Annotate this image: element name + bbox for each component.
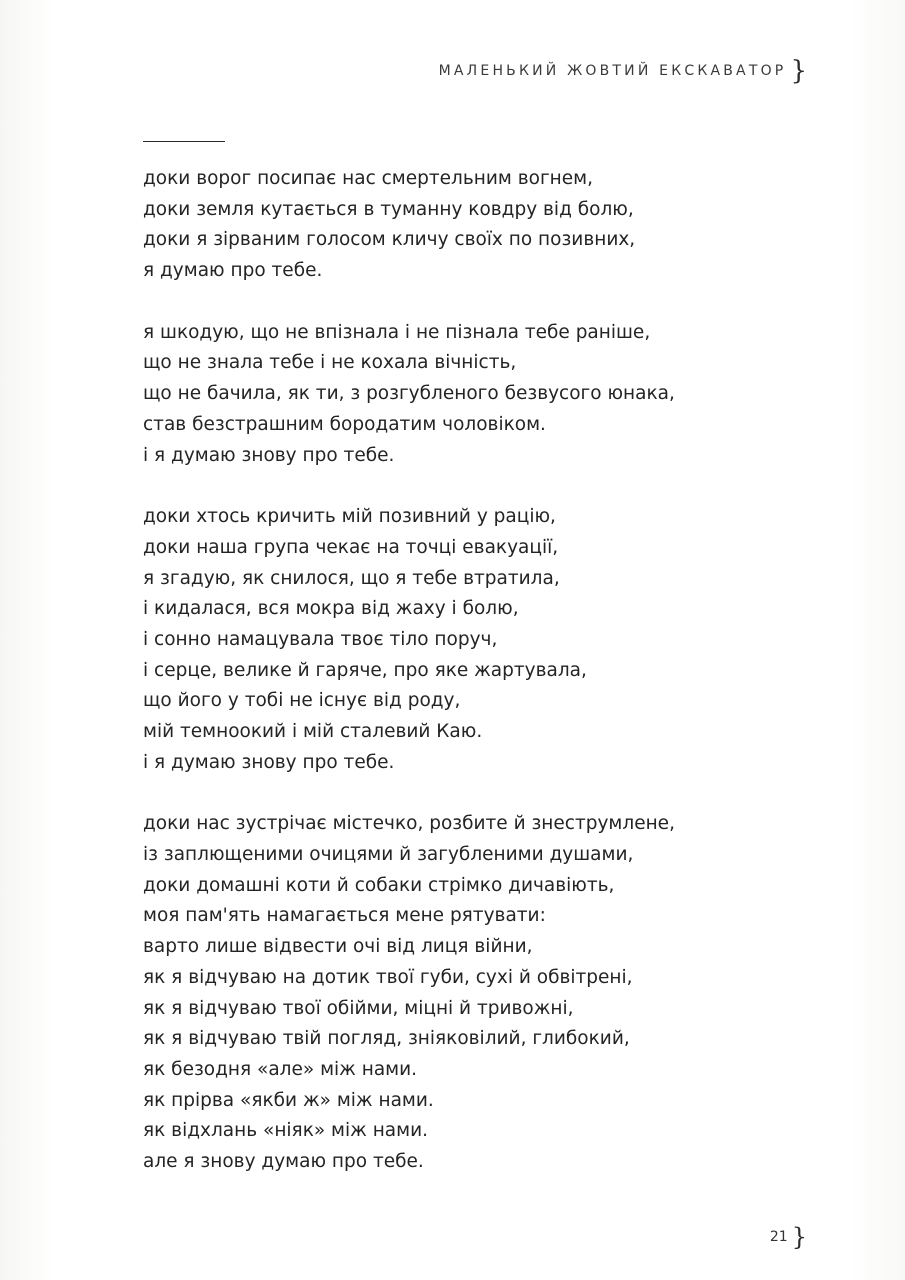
poem-line: доки земля кутається в туманну ковдру від болю, <box>143 198 634 220</box>
poem-line: що його у тобі не існує від роду, <box>143 690 461 712</box>
page-footer <box>770 1225 807 1249</box>
poem-line: доки домашні коти й собаки стрімко дичавіють, <box>143 874 615 896</box>
poem-line: що не знала тебе і не кохала вічність, <box>143 352 517 374</box>
poem-line: моя пам'ять намагається мене рятувати: <box>143 905 546 927</box>
poem <box>143 164 783 1209</box>
poem-line: як прірва «якби ж» між нами. <box>143 1089 434 1111</box>
stanza-4 <box>143 809 783 1177</box>
poem-line: доки наша група чекає на точці евакуації, <box>143 536 559 558</box>
poem-line: як відхлань «ніяк» між нами. <box>143 1120 428 1142</box>
poem-line: і я думаю знову про тебе. <box>143 444 395 466</box>
poem-line: як я відчуваю твій погляд, зніяковілий, глибокий, <box>143 1028 630 1050</box>
poem-line: і серце, велике й гаряче, про яке жартувала, <box>143 659 587 681</box>
poem-line: і я думаю знову про тебе. <box>143 751 395 773</box>
section-rule <box>143 141 225 142</box>
poem-line: як я відчуваю на дотик твої губи, сухі й обвітрені, <box>143 966 633 988</box>
poem-line: я думаю про тебе. <box>143 260 323 282</box>
stanza-2 <box>143 318 783 471</box>
poem-line: як я відчуваю твої обійми, міцні й тривожні, <box>143 997 574 1019</box>
poem-line: як безодня «але» між нами. <box>143 1058 418 1080</box>
poem-line: із заплющеними очицями й загубленими душами, <box>143 844 634 866</box>
poem-line: варто лише відвести очі від лиця війни, <box>143 936 533 958</box>
poem-line: що не бачила, як ти, з розгубленого безвусого юнака, <box>143 383 675 405</box>
running-head-bracket: } <box>790 56 807 86</box>
running-title: МАЛЕНЬКИЙ ЖОВТИЙ ЕКСКАВАТОР <box>438 63 787 79</box>
stanza-1 <box>143 164 783 287</box>
poem-line: став безстрашним бородатим чоловіком. <box>143 413 546 435</box>
poem-line: я шкодую, що не впізнала і не пізнала тебе раніше, <box>143 321 651 343</box>
poem-line: і сонно намацувала твоє тіло поруч, <box>143 628 498 650</box>
poem-line: мій темноокий і мій сталевий Каю. <box>143 721 483 742</box>
poem-line: але я знову думаю про тебе. <box>143 1150 424 1172</box>
poem-line: доки ворог посипає нас смертельним вогнем, <box>143 168 593 189</box>
page-number-bracket: } <box>791 1223 807 1251</box>
poem-line: доки я зірваним голосом кличу своїх по позивних, <box>143 229 636 251</box>
poem-line: доки хтось кричить мій позивний у рацію, <box>143 506 556 528</box>
running-head <box>439 58 807 84</box>
poem-line: і кидалася, вся мокра від жаху і болю, <box>143 598 519 620</box>
stanza-3 <box>143 502 783 778</box>
poem-line: доки нас зустрічає містечко, розбите й знеструмлене, <box>143 813 675 835</box>
page-number: 21 <box>769 1229 788 1245</box>
poem-line: я згадую, як снилося, що я тебе втратила, <box>143 567 560 589</box>
